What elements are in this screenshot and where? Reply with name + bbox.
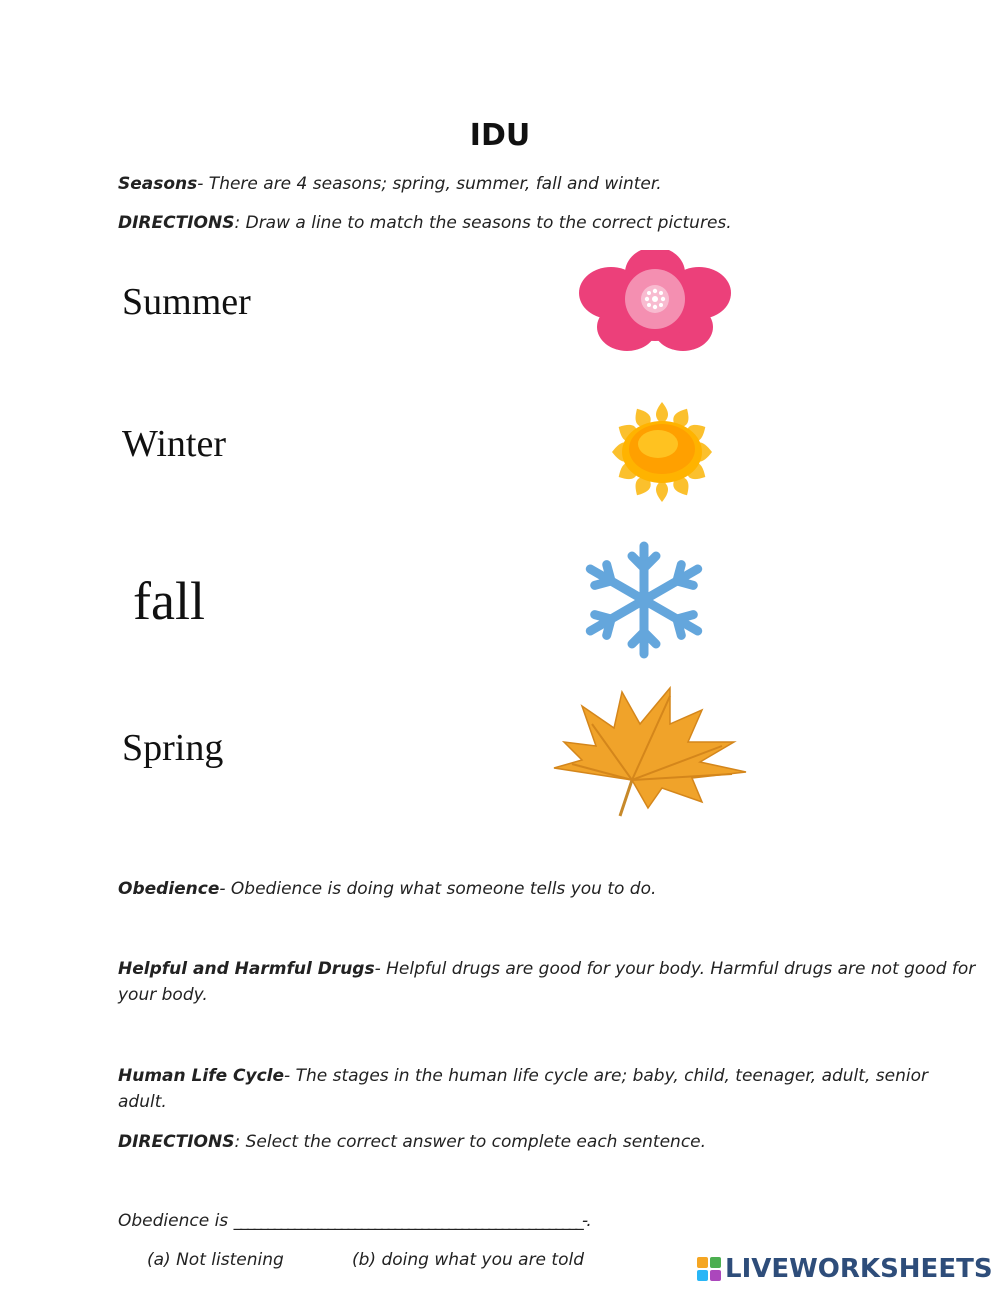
drugs-definition <box>118 956 978 1008</box>
logo-blocks-icon <box>697 1257 721 1281</box>
life-cycle-definition <box>118 1063 978 1115</box>
directions-text-2: : Select the correct answer to complete each sentence. <box>234 1132 707 1152</box>
brand-name: LIVEWORKSHEETS <box>725 1254 993 1284</box>
directions-term: DIRECTIONS <box>118 213 235 233</box>
seasons-term: Seasons <box>118 174 198 194</box>
leaf-icon[interactable] <box>552 684 748 818</box>
obedience-definition <box>118 876 978 902</box>
flower-icon[interactable] <box>578 250 732 352</box>
option-a[interactable]: (a) Not listening <box>147 1250 284 1270</box>
season-word-summer[interactable]: Summer <box>122 281 251 323</box>
obedience-term: Obedience <box>118 879 220 899</box>
drugs-term: Helpful and Harmful Drugs <box>118 959 375 979</box>
option-b[interactable]: (b) doing what you are told <box>352 1250 584 1270</box>
question-prompt: Obedience is <box>118 1211 234 1231</box>
question-row <box>118 1208 978 1234</box>
season-word-winter[interactable]: Winter <box>122 423 226 465</box>
life-cycle-text: - The stages in the human life cycle are; baby, child, teenager, adult, senior adult. <box>118 1066 928 1112</box>
answer-blank[interactable]: ____________________________________________________-. <box>233 1211 590 1231</box>
seasons-text: - There are 4 seasons; spring, summer, fall and winter. <box>197 174 662 194</box>
page-title: IDU <box>469 118 531 153</box>
life-cycle-term: Human Life Cycle <box>118 1066 285 1086</box>
snowflake-icon[interactable] <box>568 540 720 660</box>
directions-match <box>118 210 978 236</box>
drugs-text: - Helpful drugs are good for your body. Harmful drugs are not good for your body. <box>118 959 976 1005</box>
liveworksheets-logo <box>697 1252 993 1286</box>
directions-select <box>118 1129 978 1155</box>
season-word-spring[interactable]: Spring <box>122 727 224 769</box>
directions-term-2: DIRECTIONS <box>118 1132 235 1152</box>
directions-text: : Draw a line to match the seasons to the correct pictures. <box>234 213 732 233</box>
obedience-text: - Obedience is doing what someone tells you to do. <box>219 879 657 899</box>
seasons-intro <box>118 171 978 197</box>
season-word-fall[interactable]: fall <box>133 571 205 631</box>
sun-icon[interactable] <box>580 400 744 504</box>
